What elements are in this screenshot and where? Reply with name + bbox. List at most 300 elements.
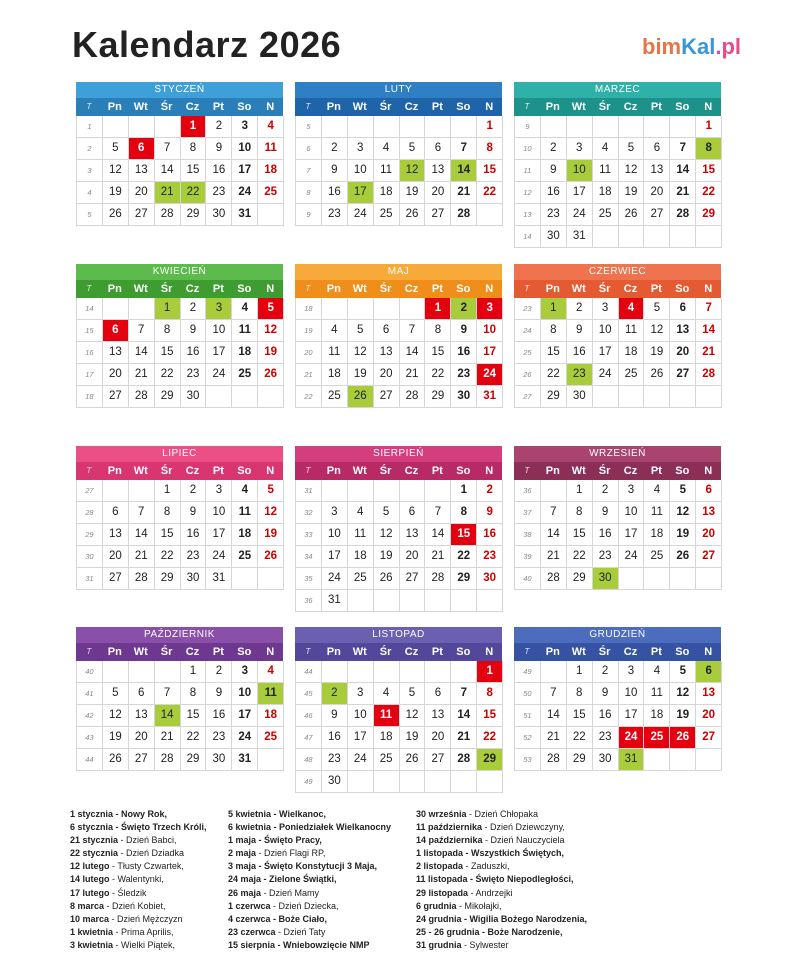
day-cell: 30 <box>181 386 207 408</box>
weekday-label: Pt <box>431 646 443 658</box>
note-name: - Nowy Rok, <box>113 809 168 819</box>
week-row <box>295 204 502 226</box>
day-cell: 5 <box>644 298 670 320</box>
day-cell: 29 <box>155 386 181 408</box>
day-cell: 30 <box>593 568 619 590</box>
week-number: 28 <box>76 502 103 524</box>
note-date: 1 kwietnia <box>70 926 114 937</box>
week-row <box>514 568 721 590</box>
weekday-label: Wt <box>352 465 367 477</box>
day-cell: 29 <box>155 568 181 590</box>
week-number: 53 <box>514 749 541 771</box>
day-cell: 26 <box>103 204 129 226</box>
note-name: - Dzień Mężczyzn <box>109 913 183 924</box>
day-cell: 4 <box>258 116 284 138</box>
weekday-label: N <box>704 283 713 295</box>
day-cell: 6 <box>425 138 451 160</box>
day-cell: 11 <box>644 683 670 705</box>
weekday-label: T <box>524 284 530 293</box>
day-cell: 25 <box>232 364 258 386</box>
day-cell <box>477 771 503 793</box>
weekday-label: Wt <box>352 101 367 113</box>
day-cell: 22 <box>541 364 567 386</box>
day-cell: 11 <box>232 320 258 342</box>
week-row <box>514 160 721 182</box>
day-cell: 5 <box>103 138 129 160</box>
note-line <box>70 926 207 939</box>
weekday-label: Cz <box>404 465 419 477</box>
day-cell: 10 <box>593 320 619 342</box>
day-cell: 14 <box>129 342 155 364</box>
week-number: 50 <box>514 683 541 705</box>
day-cell: 2 <box>181 480 207 502</box>
day-cell: 15 <box>477 705 503 727</box>
month-1 <box>76 82 283 226</box>
month-5 <box>295 264 502 408</box>
day-cell: 13 <box>103 524 129 546</box>
note-name: - Boże Narodzenie, <box>479 926 563 937</box>
weekday-label: So <box>237 465 252 477</box>
site-logo[interactable] <box>642 34 741 60</box>
weekday-label: Wt <box>133 465 148 477</box>
week-number: 14 <box>76 298 103 320</box>
day-cell: 11 <box>374 160 400 182</box>
week-row <box>76 502 283 524</box>
weekday-label: Cz <box>404 101 419 113</box>
week-row <box>295 160 502 182</box>
weekday-header <box>295 280 502 298</box>
note-name: - Dzień Taty <box>275 926 326 937</box>
note-name: - Sylwester <box>461 939 509 950</box>
notes-column <box>416 808 587 952</box>
day-cell: 8 <box>155 502 181 524</box>
week-row <box>514 116 721 138</box>
note-line <box>70 847 207 860</box>
day-cell: 16 <box>541 182 567 204</box>
day-cell <box>322 298 348 320</box>
weekday-label: Pn <box>545 101 560 113</box>
day-cell <box>619 116 645 138</box>
note-line <box>228 939 391 952</box>
day-cell: 25 <box>374 749 400 771</box>
day-cell <box>258 749 284 771</box>
day-cell: 27 <box>129 749 155 771</box>
month-2 <box>295 82 502 226</box>
weekday-label: Śr <box>379 646 392 658</box>
day-cell: 4 <box>374 683 400 705</box>
day-cell: 26 <box>258 546 284 568</box>
day-cell: 13 <box>425 160 451 182</box>
day-cell: 13 <box>129 160 155 182</box>
month-9 <box>514 446 721 590</box>
note-name: - Boże Ciało, <box>270 913 328 924</box>
note-date: 1 maja <box>228 835 257 846</box>
day-cell <box>129 116 155 138</box>
day-cell: 22 <box>425 364 451 386</box>
day-cell <box>322 116 348 138</box>
week-number: 25 <box>514 342 541 364</box>
day-cell <box>696 386 722 408</box>
note-line <box>228 900 391 913</box>
day-cell: 18 <box>258 160 284 182</box>
day-cell: 12 <box>400 705 426 727</box>
day-cell: 26 <box>670 546 696 568</box>
week-row <box>514 226 721 248</box>
day-cell: 4 <box>258 661 284 683</box>
day-cell <box>374 771 400 793</box>
day-cell: 26 <box>348 386 374 408</box>
day-cell: 19 <box>258 342 284 364</box>
day-cell: 29 <box>425 386 451 408</box>
day-cell: 24 <box>567 204 593 226</box>
day-cell: 15 <box>181 160 207 182</box>
weekday-label: T <box>524 102 530 111</box>
weekday-label: Pt <box>212 101 224 113</box>
day-cell: 1 <box>567 480 593 502</box>
weekday-label: Śr <box>379 283 392 295</box>
day-cell: 7 <box>155 138 181 160</box>
day-cell: 21 <box>129 546 155 568</box>
day-cell: 3 <box>232 661 258 683</box>
day-cell: 4 <box>322 320 348 342</box>
weekday-header <box>514 280 721 298</box>
day-cell <box>322 661 348 683</box>
day-cell: 29 <box>451 568 477 590</box>
week-row <box>295 364 502 386</box>
day-cell: 21 <box>696 342 722 364</box>
week-row <box>295 138 502 160</box>
day-cell: 19 <box>348 364 374 386</box>
day-cell: 8 <box>477 683 503 705</box>
day-cell <box>348 590 374 612</box>
week-row <box>76 364 283 386</box>
week-number: 46 <box>295 705 322 727</box>
day-cell <box>232 568 258 590</box>
note-line <box>416 913 587 926</box>
week-row <box>76 160 283 182</box>
day-cell: 1 <box>181 116 207 138</box>
day-cell: 19 <box>258 524 284 546</box>
day-cell: 10 <box>619 683 645 705</box>
note-line <box>416 873 587 886</box>
day-cell: 6 <box>103 320 129 342</box>
day-cell: 6 <box>696 661 722 683</box>
week-row <box>295 590 502 612</box>
day-cell: 12 <box>670 502 696 524</box>
day-cell <box>593 226 619 248</box>
day-cell: 5 <box>258 480 284 502</box>
day-cell: 8 <box>425 320 451 342</box>
weekday-label: Śr <box>598 101 611 113</box>
note-name: - Święto Niepodległości, <box>467 874 574 885</box>
day-cell <box>155 116 181 138</box>
weekday-label: Wt <box>352 283 367 295</box>
month-name: LUTY <box>295 82 502 98</box>
week-number: 26 <box>514 364 541 386</box>
day-cell: 2 <box>477 480 503 502</box>
day-cell: 24 <box>619 727 645 749</box>
day-cell: 10 <box>322 524 348 546</box>
day-cell: 23 <box>541 204 567 226</box>
day-cell <box>541 116 567 138</box>
day-cell: 19 <box>400 727 426 749</box>
week-number: 44 <box>76 749 103 771</box>
day-cell: 13 <box>374 342 400 364</box>
day-cell <box>477 590 503 612</box>
weekday-header <box>514 462 721 480</box>
day-cell: 28 <box>155 749 181 771</box>
day-cell: 11 <box>619 320 645 342</box>
day-cell: 23 <box>181 546 207 568</box>
day-cell: 8 <box>155 320 181 342</box>
weekday-label: N <box>485 646 494 658</box>
week-row <box>295 298 502 320</box>
day-cell: 14 <box>155 160 181 182</box>
day-cell: 11 <box>258 683 284 705</box>
week-number: 10 <box>514 138 541 160</box>
day-cell <box>644 568 670 590</box>
day-cell <box>348 480 374 502</box>
weekday-label: Pt <box>431 101 443 113</box>
day-cell: 2 <box>593 480 619 502</box>
day-cell: 16 <box>593 524 619 546</box>
day-cell <box>451 116 477 138</box>
day-cell: 15 <box>425 342 451 364</box>
day-cell: 28 <box>696 364 722 386</box>
day-cell: 13 <box>696 502 722 524</box>
weekday-header <box>76 280 283 298</box>
day-cell: 6 <box>400 502 426 524</box>
month-7 <box>76 446 283 590</box>
week-number: 43 <box>76 727 103 749</box>
weekday-label: Cz <box>623 465 638 477</box>
note-name: - Śledzik <box>109 887 147 898</box>
day-cell: 18 <box>644 524 670 546</box>
day-cell: 12 <box>103 160 129 182</box>
week-number: 38 <box>514 524 541 546</box>
day-cell: 1 <box>155 298 181 320</box>
day-cell: 19 <box>374 546 400 568</box>
day-cell: 19 <box>619 182 645 204</box>
week-number: 31 <box>76 568 103 590</box>
day-cell: 4 <box>348 502 374 524</box>
week-number: 5 <box>76 204 103 226</box>
day-cell <box>103 661 129 683</box>
day-cell: 30 <box>181 568 207 590</box>
day-cell: 30 <box>206 749 232 771</box>
day-cell: 19 <box>103 727 129 749</box>
day-cell <box>374 480 400 502</box>
day-cell: 19 <box>644 342 670 364</box>
weekday-label: N <box>266 283 275 295</box>
day-cell: 6 <box>644 138 670 160</box>
day-cell: 16 <box>322 727 348 749</box>
week-row <box>514 182 721 204</box>
day-cell <box>258 568 284 590</box>
week-number: 40 <box>76 661 103 683</box>
week-row <box>76 298 283 320</box>
week-row <box>76 546 283 568</box>
day-cell: 6 <box>103 502 129 524</box>
day-cell: 30 <box>206 204 232 226</box>
day-cell: 15 <box>541 342 567 364</box>
day-cell: 12 <box>644 320 670 342</box>
week-row <box>295 727 502 749</box>
day-cell: 9 <box>322 160 348 182</box>
week-row <box>295 524 502 546</box>
weekday-label: Cz <box>185 101 200 113</box>
day-cell: 23 <box>477 546 503 568</box>
day-cell: 14 <box>425 524 451 546</box>
weekday-label: Pn <box>326 101 341 113</box>
day-cell <box>696 568 722 590</box>
day-cell: 5 <box>619 138 645 160</box>
day-cell: 24 <box>206 546 232 568</box>
day-cell: 23 <box>181 364 207 386</box>
note-date: 14 lutego <box>70 874 110 885</box>
week-number: 49 <box>514 661 541 683</box>
day-cell: 28 <box>129 568 155 590</box>
day-cell: 20 <box>696 524 722 546</box>
day-cell: 1 <box>451 480 477 502</box>
day-cell: 15 <box>477 160 503 182</box>
note-date: 14 października <box>416 835 483 846</box>
day-cell <box>619 386 645 408</box>
week-row <box>514 138 721 160</box>
day-cell <box>400 590 426 612</box>
day-cell: 20 <box>129 182 155 204</box>
weekday-label: Cz <box>185 283 200 295</box>
day-cell: 31 <box>232 204 258 226</box>
day-cell: 25 <box>322 386 348 408</box>
month-name: WRZESIEŃ <box>514 446 721 462</box>
note-line <box>70 821 207 834</box>
week-row <box>76 204 283 226</box>
day-cell: 20 <box>374 364 400 386</box>
weekday-label: T <box>86 284 92 293</box>
day-cell: 25 <box>348 568 374 590</box>
day-cell: 1 <box>696 116 722 138</box>
weekday-label: T <box>524 647 530 656</box>
day-cell <box>644 226 670 248</box>
day-cell: 5 <box>400 683 426 705</box>
note-date: 3 kwietnia <box>70 939 114 950</box>
day-cell <box>258 386 284 408</box>
day-cell <box>425 661 451 683</box>
day-cell: 20 <box>425 727 451 749</box>
day-cell: 15 <box>451 524 477 546</box>
day-cell: 11 <box>258 138 284 160</box>
weekday-label: Cz <box>623 646 638 658</box>
day-cell: 16 <box>477 524 503 546</box>
day-cell: 2 <box>541 138 567 160</box>
day-cell: 26 <box>619 204 645 226</box>
note-name: - Święto Pracy, <box>256 835 322 846</box>
logo-part: bim <box>642 34 682 59</box>
note-date: 6 kwietnia <box>228 822 272 833</box>
day-cell: 7 <box>670 138 696 160</box>
day-cell: 28 <box>541 568 567 590</box>
week-row <box>514 524 721 546</box>
day-cell: 3 <box>593 298 619 320</box>
day-cell: 21 <box>451 727 477 749</box>
weekday-label: N <box>266 646 275 658</box>
day-cell: 18 <box>593 182 619 204</box>
weekday-label: So <box>237 283 252 295</box>
day-cell: 2 <box>181 298 207 320</box>
day-cell <box>670 116 696 138</box>
day-cell: 28 <box>451 749 477 771</box>
week-number: 22 <box>295 386 322 408</box>
note-name: - Andrzejki <box>468 887 513 898</box>
day-cell: 15 <box>155 342 181 364</box>
day-cell: 19 <box>400 182 426 204</box>
weekday-header <box>76 643 283 661</box>
week-row <box>295 568 502 590</box>
week-number: 35 <box>295 568 322 590</box>
weekday-label: N <box>266 101 275 113</box>
note-line <box>228 834 391 847</box>
week-row <box>514 683 721 705</box>
note-date: 30 września <box>416 809 467 819</box>
day-cell: 27 <box>103 568 129 590</box>
note-date: 15 sierpnia <box>228 939 276 950</box>
note-name: - Wielkanoc, <box>271 809 326 819</box>
day-cell: 9 <box>593 502 619 524</box>
day-cell: 10 <box>567 160 593 182</box>
week-row <box>514 364 721 386</box>
weekday-label: So <box>456 465 471 477</box>
day-cell <box>400 298 426 320</box>
day-cell: 24 <box>232 727 258 749</box>
month-name: SIERPIEŃ <box>295 446 502 462</box>
week-number: 21 <box>295 364 322 386</box>
weekday-header <box>76 98 283 116</box>
week-row <box>76 524 283 546</box>
note-date: 6 stycznia <box>70 822 114 833</box>
week-row <box>76 749 283 771</box>
week-row <box>514 705 721 727</box>
day-cell: 23 <box>322 204 348 226</box>
day-cell: 12 <box>258 502 284 524</box>
note-name: - Walentynki, <box>109 874 164 885</box>
week-number: 37 <box>514 502 541 524</box>
day-cell: 22 <box>181 727 207 749</box>
weekday-label: Wt <box>571 646 586 658</box>
day-cell: 20 <box>425 182 451 204</box>
day-cell: 21 <box>670 182 696 204</box>
day-cell: 16 <box>206 705 232 727</box>
day-cell: 18 <box>232 524 258 546</box>
day-cell: 26 <box>374 568 400 590</box>
note-date: 21 stycznia <box>70 835 119 846</box>
week-number: 12 <box>514 182 541 204</box>
week-row <box>76 138 283 160</box>
day-cell: 6 <box>670 298 696 320</box>
weekday-label: So <box>456 101 471 113</box>
day-cell: 9 <box>567 320 593 342</box>
day-cell: 14 <box>541 524 567 546</box>
day-cell: 13 <box>670 320 696 342</box>
month-name: STYCZEŃ <box>76 82 283 98</box>
weekday-label: Cz <box>623 283 638 295</box>
note-date: 31 grudnia <box>416 939 462 950</box>
day-cell: 11 <box>374 705 400 727</box>
day-cell <box>425 116 451 138</box>
day-cell: 10 <box>348 705 374 727</box>
day-cell: 22 <box>567 727 593 749</box>
week-number: 33 <box>295 524 322 546</box>
